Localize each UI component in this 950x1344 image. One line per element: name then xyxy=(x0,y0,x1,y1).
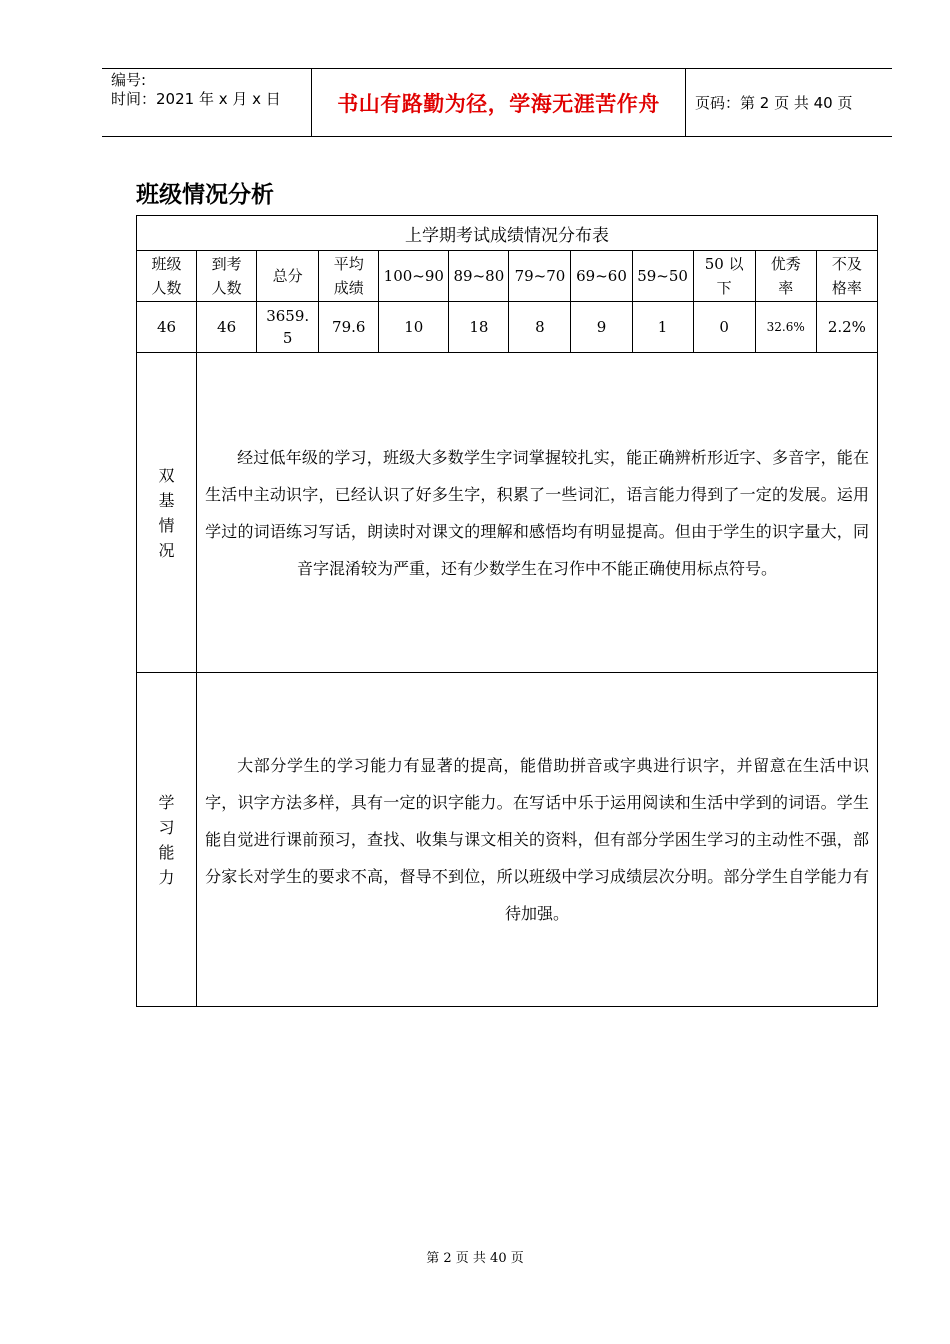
header-page-label: 页码：第 2 页 共 40 页 xyxy=(695,94,853,112)
row-label: 学 习 能 力 xyxy=(137,673,197,1007)
page-header xyxy=(102,68,892,137)
value-cell: 8 xyxy=(509,302,571,353)
score-table xyxy=(136,215,878,1007)
header-left-cell xyxy=(102,69,312,136)
header-cell: 59~50 xyxy=(632,251,693,302)
header-cell: 50 以 下 xyxy=(693,251,755,302)
header-cell: 班级 人数 xyxy=(137,251,197,302)
header-cell: 89~80 xyxy=(449,251,509,302)
basic-skills-row xyxy=(137,353,878,673)
value-cell: 1 xyxy=(632,302,693,353)
header-cell: 100~90 xyxy=(379,251,449,302)
value-cell: 10 xyxy=(379,302,449,353)
value-cell: 2.2% xyxy=(816,302,877,353)
header-cell: 总分 xyxy=(257,251,319,302)
header-cell: 不及 格率 xyxy=(816,251,877,302)
page-footer: 第 2 页 共 40 页 xyxy=(426,1251,524,1266)
header-cell: 平均 成绩 xyxy=(319,251,379,302)
header-motto: 书山有路勤为径，学海无涯苦作舟 xyxy=(312,69,686,136)
row-label: 双 基 情 况 xyxy=(137,353,197,673)
value-cell: 79.6 xyxy=(319,302,379,353)
header-cell: 优秀 率 xyxy=(755,251,816,302)
number-label: 编号: xyxy=(111,71,147,89)
value-cell: 9 xyxy=(571,302,632,353)
header-cell: 69~60 xyxy=(571,251,632,302)
row-content: 大部分学生的学习能力有显著的提高，能借助拼音或字典进行识字，并留意在生活中识字，识字方法多样，具有一定的识字能力。在写话中乐于运用阅读和生活中学到的词语。学生能自觉进行课前预习，查找、收集与课文相关的资料，但有部分学困生学习的主动性不强，部分家长对学生的要求不高，督导不到位，所以班级中学习成绩层次分明。部分学生自学能力有待加强。 xyxy=(197,673,878,1007)
value-cell-total: 3659. 5 xyxy=(257,302,319,353)
table-caption: 上学期考试成绩情况分布表 xyxy=(137,216,878,251)
row-content: 经过低年级的学习，班级大多数学生字词掌握较扎实，能正确辨析形近字、多音字，能在生活中主动识字，已经认识了好多生字，积累了一些词汇，语言能力得到了一定的发展。运用学过的词语练习写话，朗读时对课文的理解和感悟均有明显提高。但由于学生的识字量大，同音字混淆较为严重，还有少数学生在习作中不能正确使用标点符号。 xyxy=(197,353,878,673)
value-cell: 0 xyxy=(693,302,755,353)
value-cell: 46 xyxy=(137,302,197,353)
learning-ability-row xyxy=(137,673,878,1007)
header-cell: 79~70 xyxy=(509,251,571,302)
section-title: 班级情况分析 xyxy=(136,182,274,208)
table-value-row xyxy=(137,302,878,353)
header-cell: 到考 人数 xyxy=(197,251,257,302)
value-cell: 32.6% xyxy=(755,302,816,353)
table-header-row xyxy=(137,251,878,302)
time-label: 时间：2021 年 x 月 x 日 xyxy=(111,90,281,108)
value-cell: 18 xyxy=(449,302,509,353)
value-cell: 46 xyxy=(197,302,257,353)
